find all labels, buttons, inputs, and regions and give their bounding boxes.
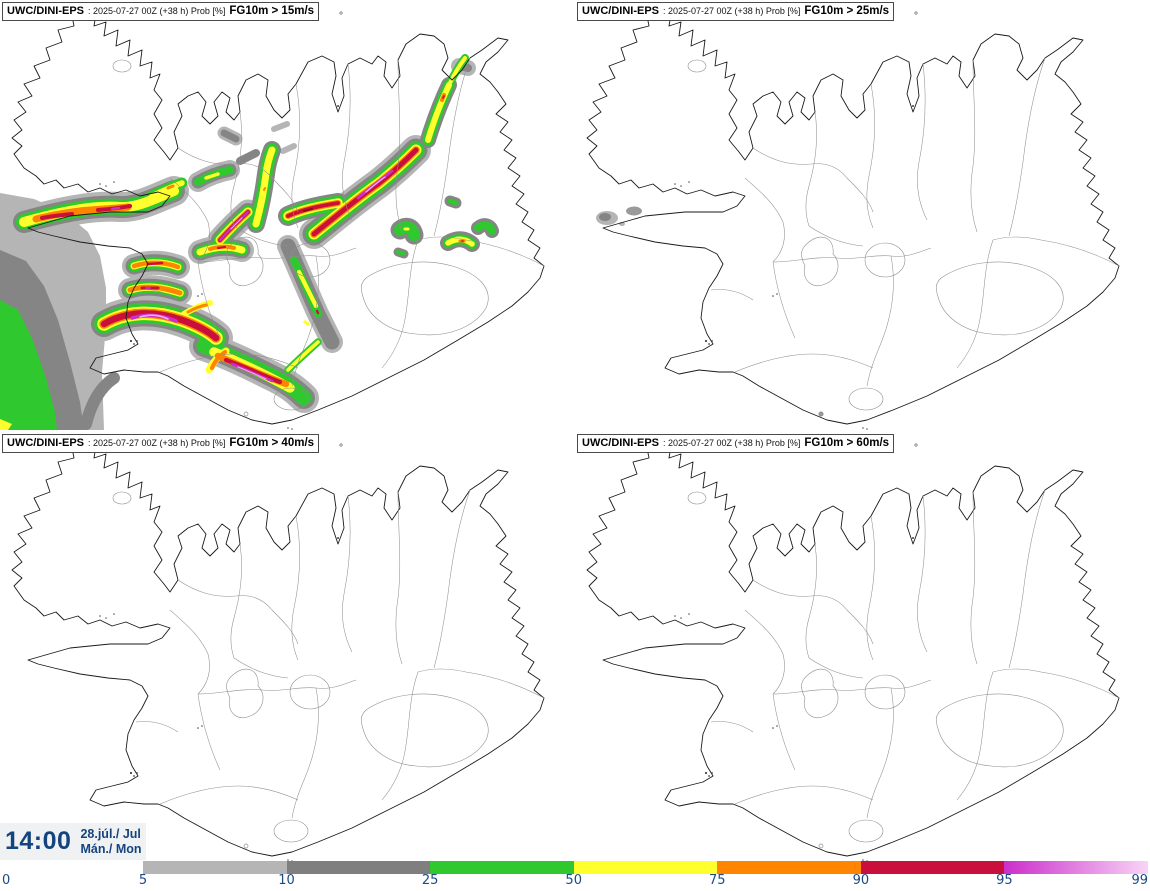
legend-tick-25: 25 — [421, 873, 439, 888]
panel-title-15ms — [2, 2, 319, 21]
threshold-label: FG10m > 60m/s — [804, 437, 890, 449]
colorbar-segment-75-90 — [717, 861, 861, 874]
colorbar-segment-5-10 — [143, 861, 287, 874]
threshold-label: FG10m > 40m/s — [229, 437, 315, 449]
legend-tick-50: 50 — [565, 873, 582, 888]
panel-title-40ms — [2, 434, 319, 453]
legend-tick-95: 95 — [996, 873, 1013, 888]
iceland-map-40ms — [0, 432, 575, 862]
legend-tick-0: 0 — [2, 873, 11, 888]
colorbar-segment-50-75 — [574, 861, 718, 874]
iceland-map-60ms — [575, 432, 1150, 862]
panel-fg10m-25ms — [575, 0, 1150, 430]
model-name: UWC/DINI-EPS — [582, 5, 659, 17]
valid-time: 14:00 — [5, 827, 72, 855]
valid-time-box — [0, 823, 146, 860]
threshold-label: FG10m > 15m/s — [229, 5, 315, 17]
colorbar-tick-labels — [0, 873, 1150, 891]
iceland-map-25ms — [575, 0, 1150, 430]
iceland-map-15ms — [0, 0, 575, 430]
run-info: : 2025-07-27 00Z (+38 h) Prob [%] — [88, 6, 226, 16]
colorbar-segment-90-95 — [861, 861, 1005, 874]
panel-fg10m-60ms — [575, 432, 1150, 862]
legend-tick-5: 5 — [138, 873, 148, 888]
probability-overlay-15ms — [0, 58, 492, 430]
legend-tick-99: 99 — [1131, 873, 1148, 888]
probability-overlay-25ms — [596, 207, 824, 417]
legend-tick-90: 90 — [852, 873, 870, 888]
panel-fg10m-15ms — [0, 0, 575, 430]
colorbar-segment-10-25 — [287, 861, 431, 874]
model-name: UWC/DINI-EPS — [582, 437, 659, 449]
valid-date-month: 28.júl./ Jul — [80, 826, 141, 841]
legend-tick-75: 75 — [709, 873, 726, 888]
colorbar-segment-95-99 — [1004, 861, 1148, 874]
model-name: UWC/DINI-EPS — [7, 5, 84, 17]
threshold-label: FG10m > 25m/s — [804, 5, 890, 17]
panel-title-60ms — [577, 434, 894, 453]
valid-date-day: Mán./ Mon — [80, 841, 142, 856]
panel-title-25ms — [577, 2, 894, 21]
run-info: : 2025-07-27 00Z (+38 h) Prob [%] — [663, 6, 801, 16]
model-name: UWC/DINI-EPS — [7, 437, 84, 449]
colorbar-segment-25-50 — [430, 861, 574, 874]
legend-tick-10: 10 — [278, 873, 295, 888]
run-info: : 2025-07-27 00Z (+38 h) Prob [%] — [88, 438, 226, 448]
run-info: : 2025-07-27 00Z (+38 h) Prob [%] — [663, 438, 801, 448]
valid-date — [80, 827, 141, 857]
panel-fg10m-40ms — [0, 432, 575, 862]
probability-colorbar — [143, 861, 1148, 874]
